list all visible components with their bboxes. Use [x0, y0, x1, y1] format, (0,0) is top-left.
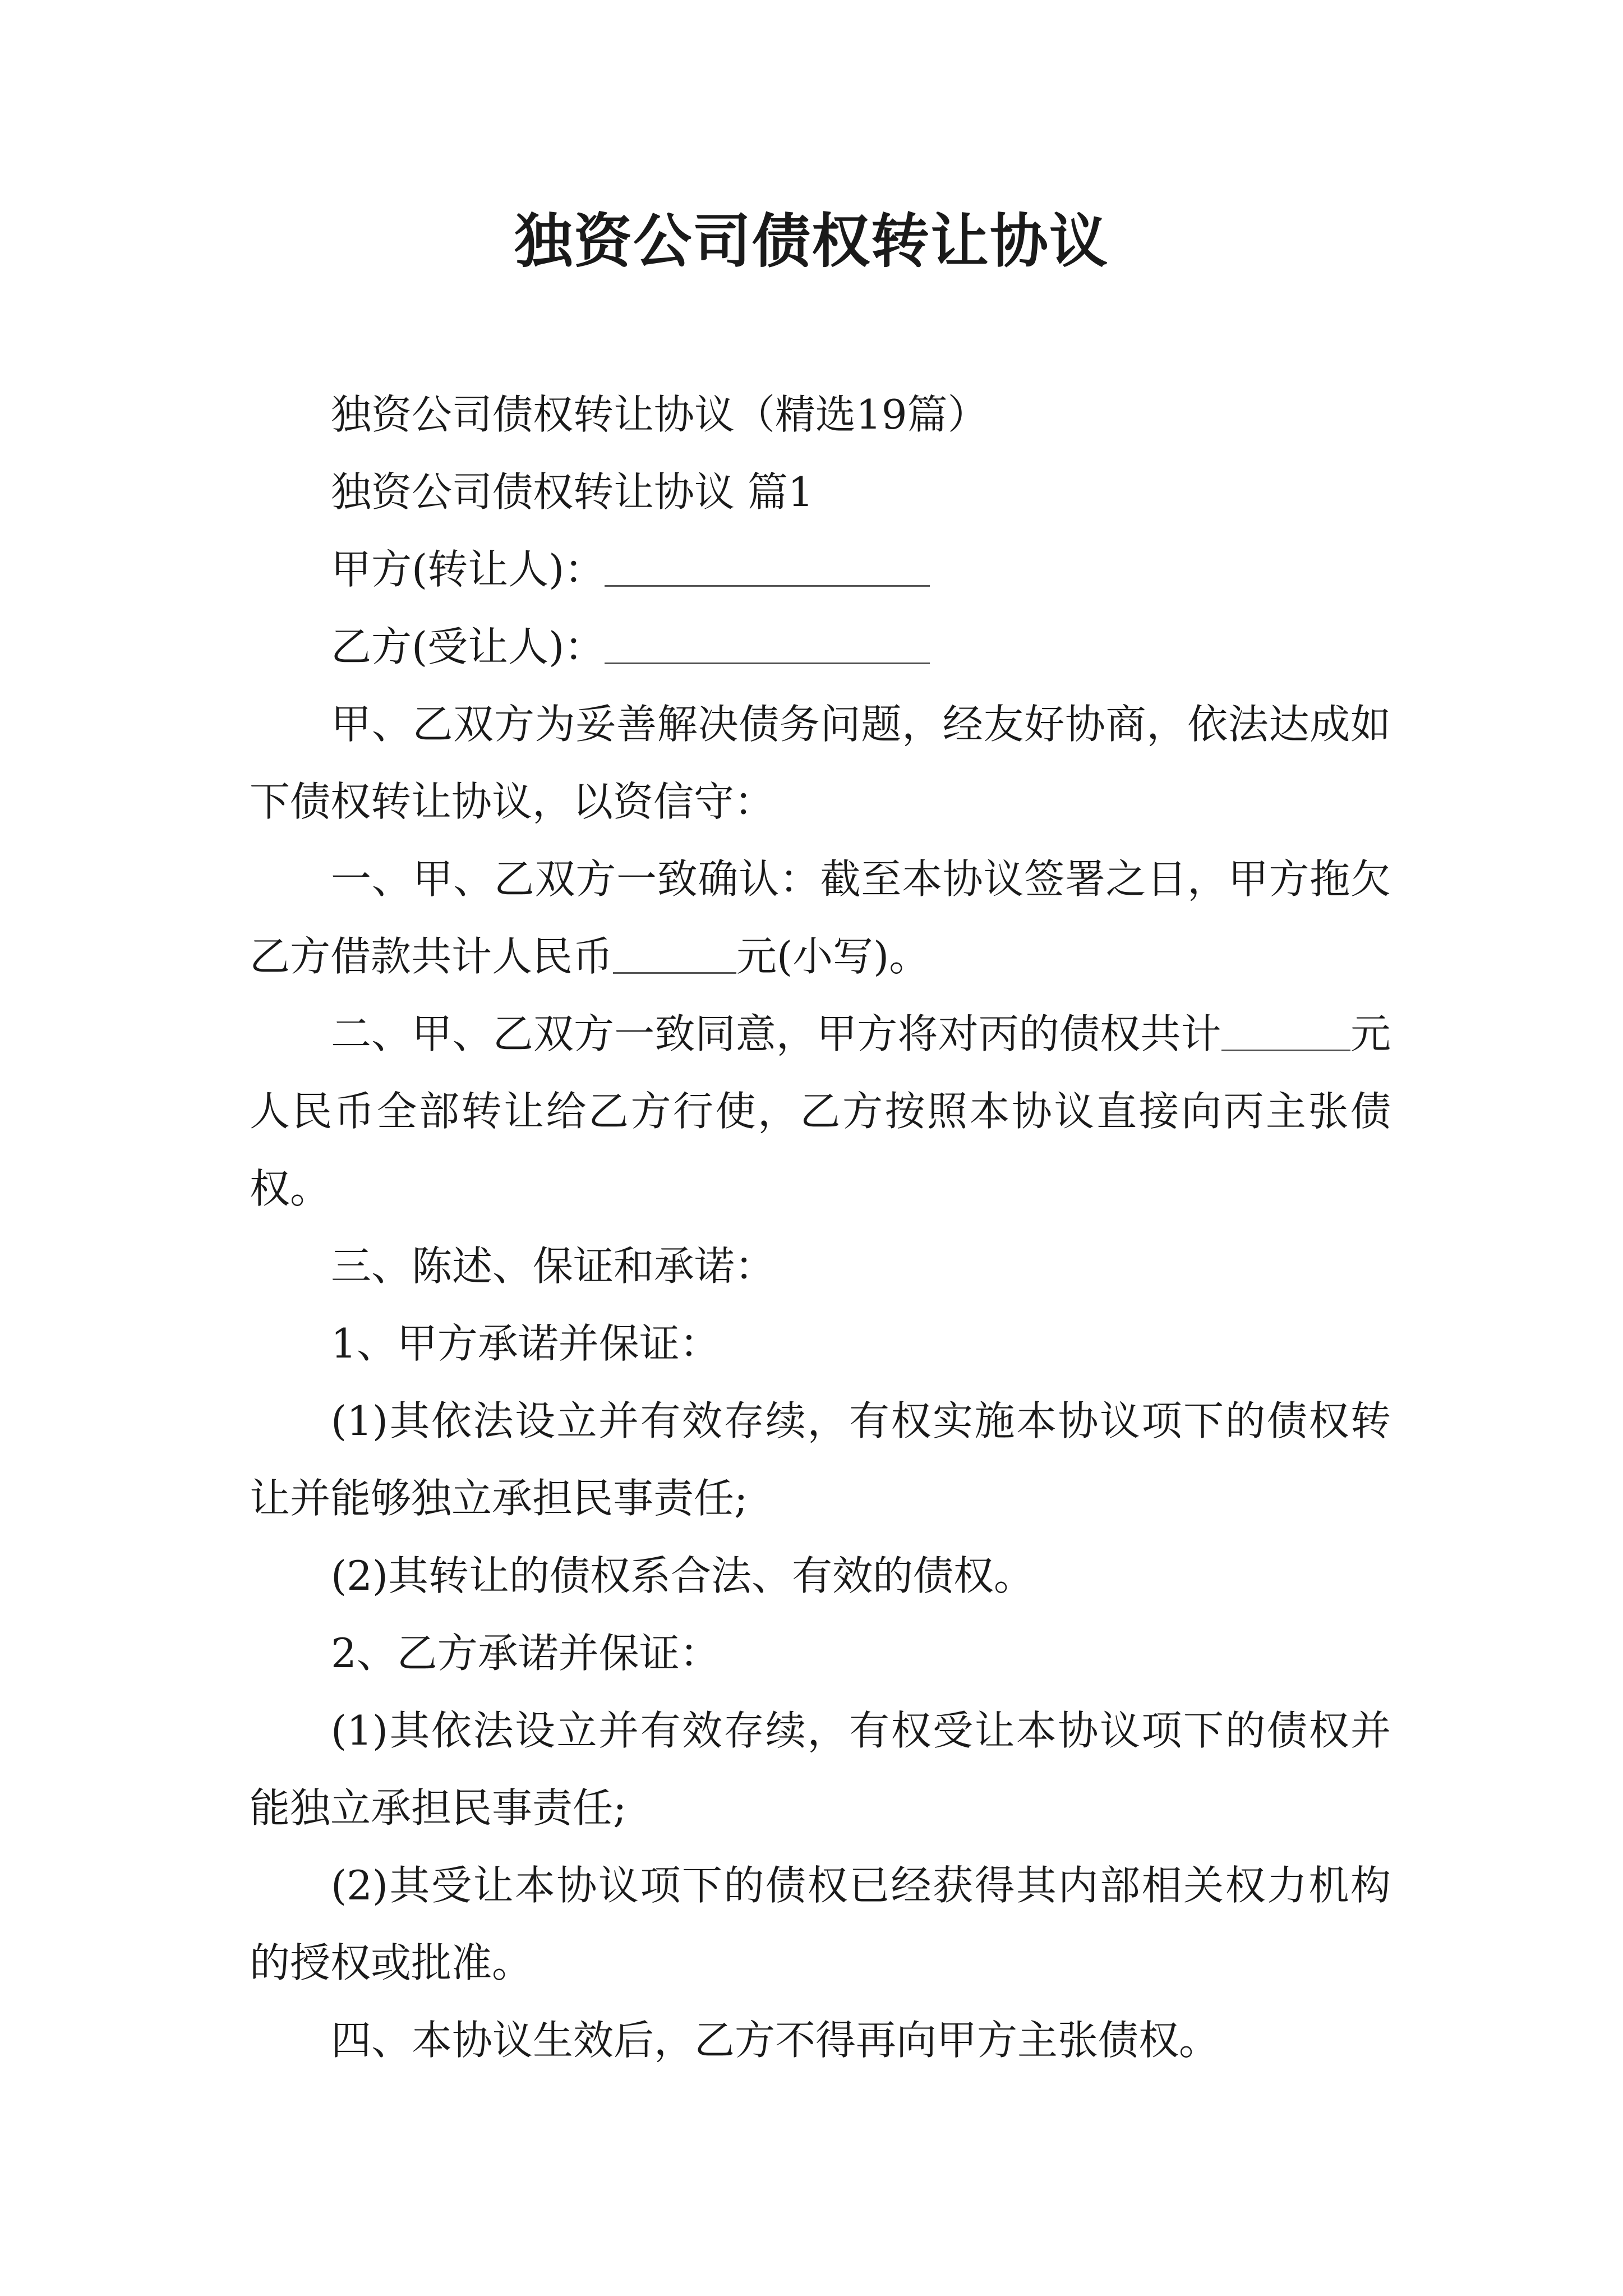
clause-1-suffix: 元(小写)。 — [736, 933, 930, 980]
party-b-label: 乙方(受让人)： — [331, 623, 605, 670]
party-a-blank — [605, 551, 930, 587]
paragraph-clause-3-2-a: (1)其依法设立并有效存续，有权受让本协议项下的债权并能独立承担民事责任; — [250, 1707, 1391, 1832]
paragraph-section-heading: 独资公司债权转让协议 篇1 — [331, 468, 814, 516]
party-a-line — [250, 531, 1391, 608]
party-b-blank — [605, 629, 930, 664]
document-title: 独资公司债权转让协议 — [514, 207, 1109, 275]
paragraph-clause-3-2-b: (2)其受让本协议项下的债权已经获得其内部相关权力机构的授权或批准。 — [250, 1862, 1391, 1986]
paragraph-clause-4: 四、本协议生效后，乙方不得再向甲方主张债权。 — [331, 2017, 1220, 2064]
paragraph-subtitle: 独资公司债权转让协议（精选19篇） — [331, 391, 988, 438]
paragraph-clause-2 — [250, 995, 1391, 1227]
paragraph-clause-3-1-a: (1)其依法设立并有效存续，有权实施本协议项下的债权转让并能够独立承担民事责任; — [250, 1397, 1391, 1522]
paragraph-clause-3-1: 1、甲方承诺并保证： — [331, 1320, 720, 1367]
party-b-line — [250, 608, 1391, 685]
clause-2-suffix: 元人民币全部转让给乙方行使，乙方按照本协议直接向丙主张债权。 — [250, 1010, 1391, 1212]
paragraph-preamble: 甲、乙双方为妥善解决债务问题，经友好协商，依法达成如下债权转让协议，以资信守： — [250, 701, 1391, 825]
claim-amount-blank — [1221, 1016, 1350, 1051]
paragraph-clause-3: 三、陈述、保证和承诺： — [331, 1243, 776, 1290]
party-a-label: 甲方(转让人)： — [331, 546, 605, 593]
document-body — [250, 376, 1391, 2079]
amount-blank — [613, 938, 736, 974]
clause-1-text: 一、甲、乙双方一致确认：截至本协议签署之日，甲方拖欠乙方借款共计人民币 — [250, 855, 1391, 980]
clause-2-text: 二、甲、乙双方一致同意，甲方将对丙的债权共计 — [331, 1010, 1221, 1057]
paragraph-clause-3-1-b: (2)其转让的债权系合法、有效的债权。 — [331, 1552, 1034, 1599]
paragraph-clause-3-2: 2、乙方承诺并保证： — [331, 1630, 720, 1677]
paragraph-clause-1 — [250, 840, 1391, 995]
